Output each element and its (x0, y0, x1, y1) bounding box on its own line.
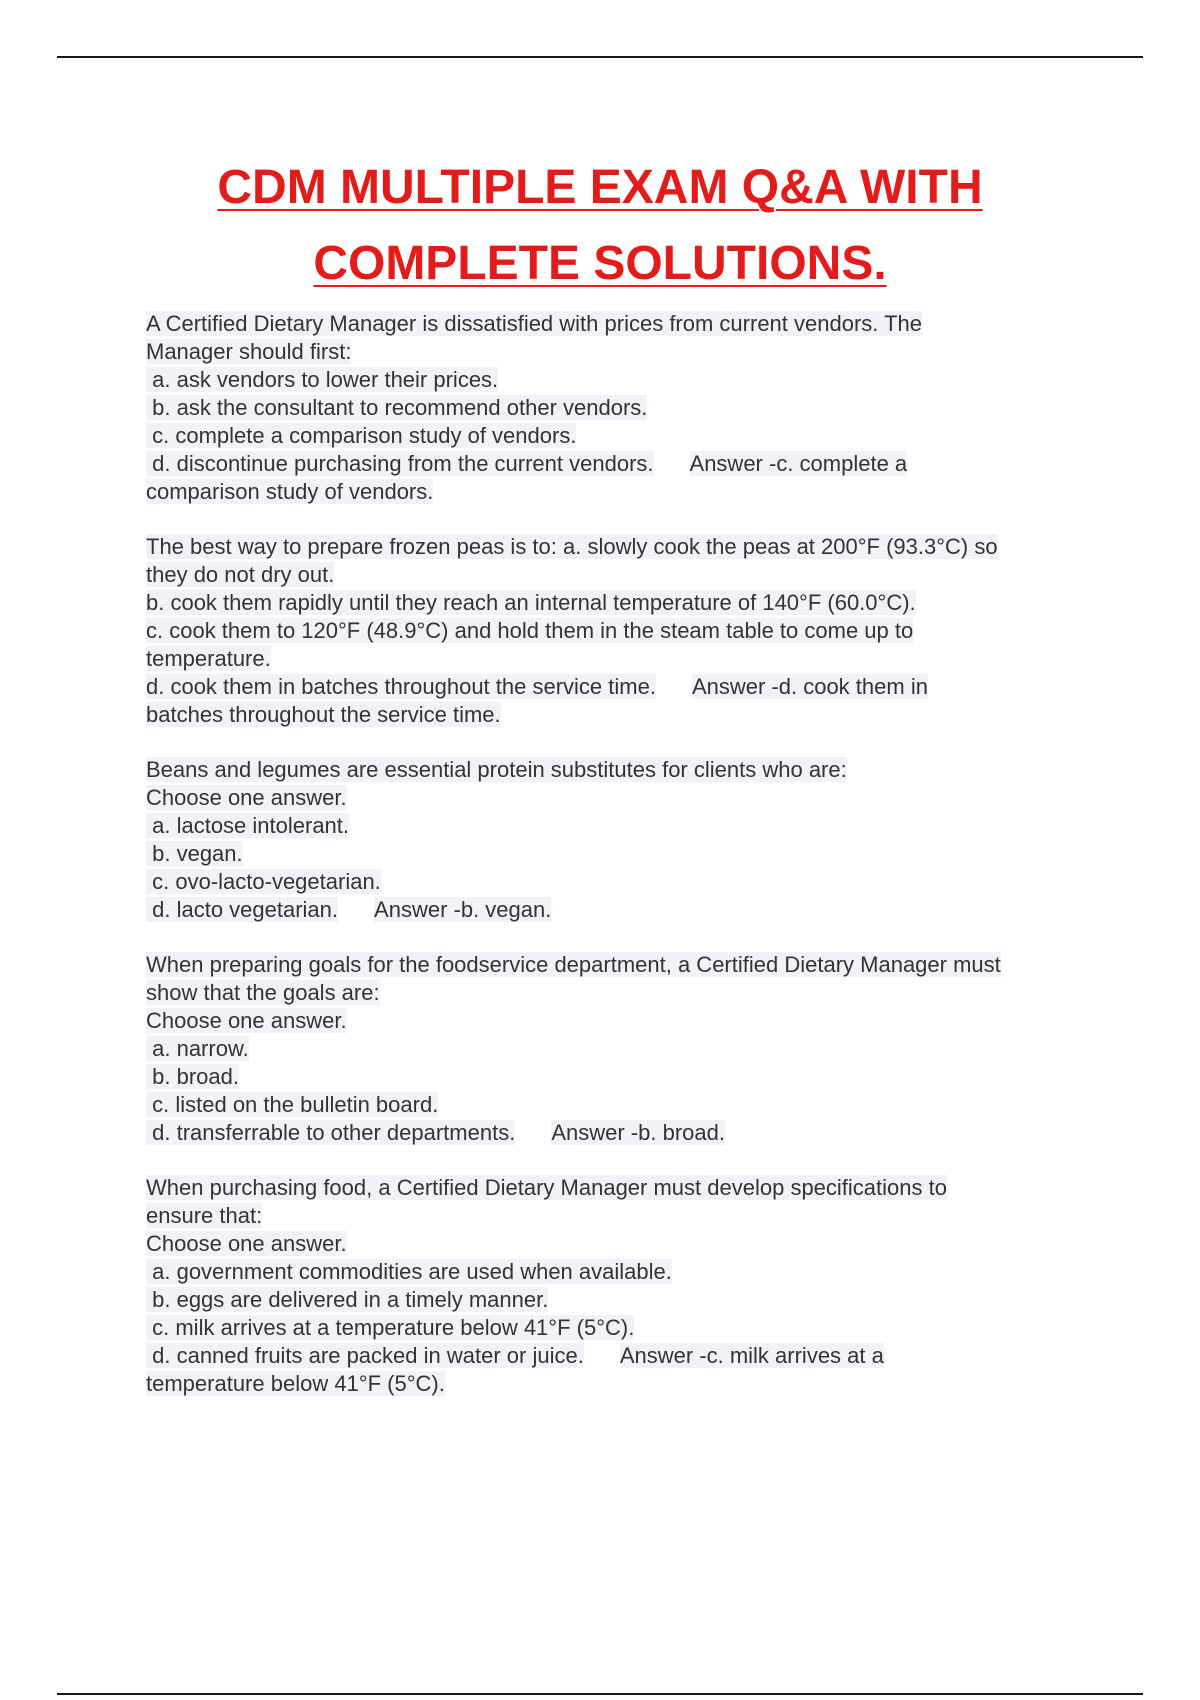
option-c: c. cook them to 120°F (48.9°C) and hold them in the steam table to come up to (146, 618, 914, 643)
title-line-1: CDM MULTIPLE EXAM Q&A WITH (217, 161, 983, 214)
answer-continuation: temperature below 41°F (5°C). (146, 1371, 445, 1396)
option-a: a. government commodities are used when available. (146, 1259, 672, 1284)
option-b: b. broad. (146, 1064, 239, 1089)
answer-text: Answer -b. broad. (551, 1120, 725, 1145)
option-b: b. cook them rapidly until they reach an internal temperature of 140°F (60.0°C). (146, 590, 916, 615)
option-c: c. listed on the bulletin board. (146, 1092, 439, 1117)
top-rule (57, 56, 1143, 58)
question-block (146, 1174, 1096, 1398)
answer-continuation: batches throughout the service time. (146, 702, 501, 727)
question-stem-line: show that the goals are: (146, 980, 380, 1005)
question-block (146, 310, 1096, 506)
option-c: c. ovo-lacto-vegetarian. (146, 869, 381, 894)
option-d-with-answer: d. transferrable to other departments. Answer -b. broad. (146, 1120, 725, 1145)
question-stem-line: A Certified Dietary Manager is dissatisfied with prices from current vendors. The (146, 311, 923, 336)
question-stem-line: Choose one answer. (146, 785, 347, 810)
option-d-with-answer: d. cook them in batches throughout the service time. Answer -d. cook them in (146, 674, 928, 699)
question-block (146, 951, 1096, 1147)
answer-text: Answer -c. milk arrives at a (619, 1343, 884, 1368)
answer-text: Answer -d. cook them in (691, 674, 928, 699)
answer-text: Answer -b. vegan. (374, 897, 552, 922)
question-stem-line: Choose one answer. (146, 1008, 347, 1033)
option-c: c. milk arrives at a temperature below 41°F (5°C). (146, 1315, 635, 1340)
question-stem-line: Manager should first: (146, 339, 352, 364)
option-c-continuation: temperature. (146, 646, 271, 671)
option-d-with-answer: d. discontinue purchasing from the current vendors. Answer -c. complete a (146, 451, 908, 476)
question-stem-line: When preparing goals for the foodservice department, a Certified Dietary Manager must (146, 952, 1001, 977)
question-stem-line: Choose one answer. (146, 1231, 347, 1256)
document-title (0, 150, 1200, 302)
option-a: a. lactose intolerant. (146, 813, 350, 838)
question-stem-line: The best way to prepare frozen peas is to: a. slowly cook the peas at 200°F (93.3°C) so (146, 534, 998, 559)
option-d-with-answer: d. lacto vegetarian. Answer -b. vegan. (146, 897, 552, 922)
qa-content (146, 310, 1096, 1425)
question-stem-line: When purchasing food, a Certified Dietary Manager must develop specifications to (146, 1175, 947, 1200)
question-stem-line: they do not dry out. (146, 562, 335, 587)
option-b: b. vegan. (146, 841, 243, 866)
question-block (146, 756, 1096, 924)
title-line-2: COMPLETE SOLUTIONS. (313, 237, 887, 290)
option-a: a. narrow. (146, 1036, 249, 1061)
answer-continuation: comparison study of vendors. (146, 479, 434, 504)
question-stem-line: Beans and legumes are essential protein substitutes for clients who are: (146, 757, 847, 782)
option-c: c. complete a comparison study of vendors. (146, 423, 577, 448)
question-stem-line: ensure that: (146, 1203, 263, 1228)
bottom-rule (57, 1693, 1143, 1695)
option-d-with-answer: d. canned fruits are packed in water or juice. Answer -c. milk arrives at a (146, 1343, 884, 1368)
option-a: a. ask vendors to lower their prices. (146, 367, 499, 392)
question-block (146, 533, 1096, 729)
option-b: b. ask the consultant to recommend other vendors. (146, 395, 648, 420)
answer-text: Answer -c. complete a (689, 451, 908, 476)
option-b: b. eggs are delivered in a timely manner. (146, 1287, 549, 1312)
